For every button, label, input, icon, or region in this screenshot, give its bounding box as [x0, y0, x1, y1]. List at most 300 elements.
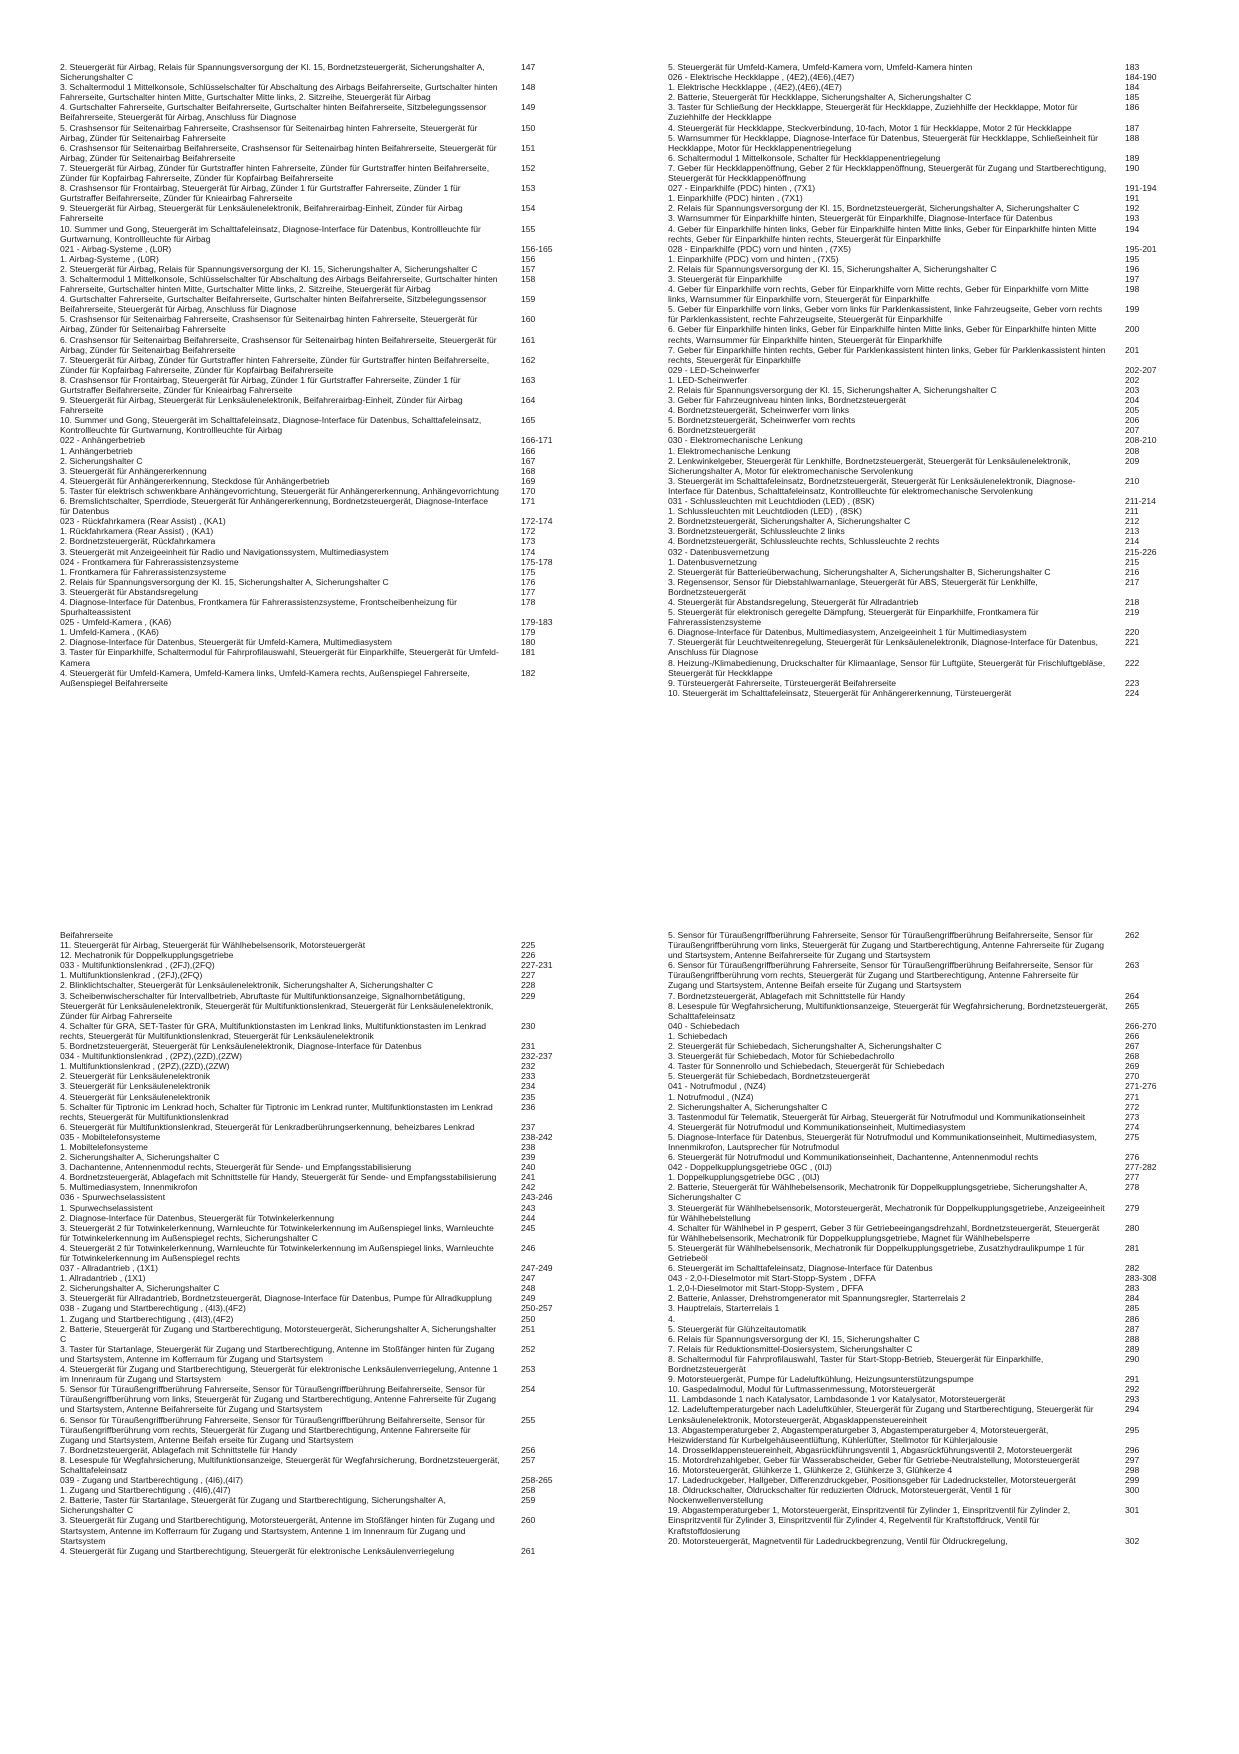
toc-entry-row	[668, 375, 1178, 385]
toc-entry-row	[668, 1031, 1178, 1041]
page-number: 257	[521, 1454, 536, 1465]
toc-entry-row	[668, 1374, 1178, 1384]
toc-entry-row	[668, 82, 1178, 92]
toc-entry-row	[60, 970, 590, 980]
entry-title: 7. Geber für Heckklappenöffnung, Geber 2 für Heckklappenöffnung, Steuergerät für Zugang und Startberechtigung, Steuergerät für Heckklappenöffnung	[668, 162, 1107, 184]
entry-title: 1. Allradantrieb , (1X1)	[60, 1273, 146, 1284]
page-number: 185	[1125, 92, 1140, 103]
toc-panel-top-left	[60, 62, 590, 810]
entry-title: 4.	[668, 1313, 676, 1324]
entry-title: 11. Lambdasonde 1 nach Katalysator, Lambdasonde 1 vor Katalysator, Motorsteuergerät	[668, 1394, 1006, 1405]
toc-entry-row	[668, 1102, 1178, 1112]
toc-entry-row	[668, 658, 1178, 678]
entry-title: 1. Doppelkupplungsgetriebe 0GC , (0IJ)	[668, 1172, 820, 1183]
entry-title: 5. Geber für Einparkhilfe vorn links, Geber vorn links für Parklenkassistent, linke Fahrzeugseite, Geber vorn rechts für Parklenkassistent, rechte Fahrzeugseite, Steuergerät für Einparkhilfe	[668, 304, 1103, 325]
page-number: 197	[1125, 273, 1140, 284]
page-number: 302	[1125, 1535, 1140, 1546]
toc-entry-row	[60, 375, 590, 395]
page-number: 274	[1125, 1121, 1140, 1132]
toc-entry-row	[668, 607, 1178, 627]
toc-entry-row	[668, 1354, 1178, 1374]
page-number: 250-257	[521, 1303, 553, 1314]
entry-title: 1. Elektrische Heckklappe , (4E2),(4E6),(4E7)	[668, 82, 842, 93]
page-number: 202	[1125, 374, 1140, 385]
section-heading-row	[668, 547, 1178, 557]
toc-entry-row	[60, 395, 590, 415]
toc-entry-row	[668, 1505, 1178, 1535]
page-number: 150	[521, 122, 536, 133]
entry-title: 039 - Zugang und Startberechtigung , (4I6),(4I7)	[60, 1475, 243, 1486]
page-number: 217	[1125, 576, 1140, 587]
entry-title: 3. Hauptrelais, Starterrelais 1	[668, 1303, 780, 1314]
toc-entry-row	[668, 557, 1178, 567]
entry-title: 1. Frontkamera für Fahrerassistenzsysteme	[60, 566, 227, 577]
toc-entry-row	[60, 1092, 590, 1102]
page-number: 256	[521, 1444, 536, 1455]
toc-entry-row	[60, 496, 590, 516]
page-number: 238	[521, 1141, 536, 1152]
entry-title: 025 - Umfeld-Kamera , (KA6)	[60, 617, 172, 628]
page-number: 266	[1125, 1030, 1140, 1041]
toc-entry-row	[668, 446, 1178, 456]
toc-entry-row	[60, 1273, 590, 1283]
page-number: 164	[521, 395, 536, 406]
page-number: 214	[1125, 536, 1140, 547]
page-number: 147	[521, 62, 536, 72]
entry-title: 4. Gurtschalter Fahrerseite, Gurtschalter Beifahrerseite, Gurtschalter hinten Beifahrerseite, Sitzbelegungssensor Beifahrerseite, Steuergerät für Airbag, Anschluss für Diagnose	[60, 102, 487, 123]
page-number: 211-214	[1125, 496, 1156, 507]
toc-entry-row	[668, 1243, 1178, 1263]
page-number: 239	[521, 1152, 536, 1163]
toc-entry-row	[60, 950, 590, 960]
toc-entry-row	[668, 1314, 1178, 1324]
entry-title: 041 - Notrufmodul , (NZ4)	[668, 1081, 766, 1092]
entry-title: 4. Bordnetzsteuergerät, Ablagefach mit Schnittstelle für Handy, Steuergerät für Sende- und Empfangsstabilisierung	[60, 1172, 497, 1183]
toc-entry-row	[60, 82, 590, 102]
page-number: 261	[521, 1545, 536, 1556]
toc-entry-row	[60, 415, 590, 435]
entry-title: 021 - Airbag-Systeme , (L0R)	[60, 243, 172, 254]
toc-entry-row	[60, 597, 590, 617]
entry-title: 028 - Einparkhilfe (PDC) vorn und hinten , (7X5)	[668, 243, 851, 254]
toc-entry-row	[668, 153, 1178, 163]
section-heading-row	[668, 1162, 1178, 1172]
toc-entry-row	[668, 567, 1178, 577]
page-number: 267	[1125, 1041, 1140, 1052]
toc-entry-row	[60, 1223, 590, 1243]
entry-title: 11. Steuergerät für Airbag, Steuergerät für Wählhebelsensorik, Motorsteuergerät	[60, 940, 366, 951]
page-number: 268	[1125, 1051, 1140, 1062]
entry-title: 5. Warnsummer für Heckklappe, Diagnose-Interface für Datenbus, Steuergerät für Heckklappe, Schließeinheit für Heckklappe, Motor für Heckklappenentriegelung	[668, 132, 1099, 153]
entry-title: 2. Sicherungshalter A, Sicherungshalter C	[60, 1283, 220, 1294]
page-number: 298	[1125, 1464, 1140, 1475]
toc-entry-row	[668, 991, 1178, 1001]
entry-title: 2. Steuergerät für Airbag, Relais für Spannungsversorgung der Kl. 15, Bordnetzsteuergerät, Sicherungshalter A, Sicherungshalter C	[60, 62, 485, 83]
toc-entry-row	[60, 587, 590, 597]
entry-title: 3. Schaltermodul 1 Mittelkonsole, Schlüsselschalter für Abschaltung des Airbags Beifahrerseite, Gurtschalter hinten Fahrerseite, Gurtschalter hinten Mitte, Gurtschalter Mitte links, 2. Sitzreihe, Steuergerät für Airbag	[60, 82, 498, 103]
page-number: 232-237	[521, 1051, 553, 1062]
page-number: 157	[521, 263, 536, 274]
page-number: 262	[1125, 930, 1140, 940]
page-number: 258-265	[521, 1475, 553, 1486]
entry-title: 8. Crashsensor für Frontairbag, Steuergerät für Airbag, Zünder 1 für Gurtstraffer Fahrerseite, Zünder 1 für Gurtstraffer Beifahrerseite, Zünder für Knieairbag Fahrerseite	[60, 374, 461, 395]
entry-title: 7. Bordnetzsteuergerät, Ablagefach mit Schnittstelle für Handy	[668, 990, 905, 1001]
toc-entry-row	[668, 274, 1178, 284]
entry-title: 023 - Rückfahrkamera (Rear Assist) , (KA1)	[60, 516, 226, 527]
entry-title: 1. Datenbusvernetzung	[668, 556, 757, 567]
page-number: 276	[1125, 1152, 1140, 1163]
toc-entry-row	[60, 1415, 590, 1445]
page-number: 247-249	[521, 1263, 553, 1274]
page-number: 228	[521, 980, 536, 991]
page-number: 250	[521, 1313, 536, 1324]
page-number: 230	[521, 1020, 536, 1031]
entry-title: 4. Steuergerät für Zugang und Startberechtigung, Steuergerät für elektronische Lenksäulenverriegelung, Antenne 1 im Innenraum für Zugang und Startsystem	[60, 1364, 498, 1385]
page-number: 170	[521, 485, 536, 496]
page-number: 265	[1125, 1000, 1140, 1011]
page-number: 269	[1125, 1061, 1140, 1072]
entry-title: 5. Sensor für Türaußengriffberührung Fahrerseite, Sensor für Türaußengriffberührung Beifahrerseite, Sensor für Türaußengriffberührung vorn links, Steuergerät für Zugang und Startberechtigung, Antenne Fahrerseite für Zugang und Startsystem, Antenne Beifahrerseite für Zugang und Startsystem	[668, 930, 1104, 961]
entry-title: 6. Bremslichtschalter, Sperrdiode, Steuergerät für Anhängererkennung, Bordnetzsteuergerät, Diagnose-Interface für Datenbus	[60, 496, 489, 517]
toc-entry-row	[668, 62, 1178, 72]
page-number: 174	[521, 546, 536, 557]
entry-title: 3. Tastenmodul für Telematik, Steuergerät für Airbag, Steuergerät für Notrufmodul und Kommunikationseinheit	[668, 1111, 1086, 1122]
entry-title: 2. Relais für Spannungsversorgung der Kl. 15, Bordnetzsteuergerät, Sicherungshalter A, Sicherungshalter C	[668, 203, 1080, 214]
entry-title: 2. Relais für Spannungsversorgung der Kl. 15, Sicherungshalter A, Sicherungshalter C	[668, 263, 997, 274]
page-number: 221	[1125, 637, 1140, 648]
page-number: 175-178	[521, 556, 553, 567]
page-number: 224	[1125, 687, 1140, 698]
toc-entry-row	[668, 203, 1178, 213]
entry-title: 5. Steuergerät für elektronisch geregelte Dämpfung, Steuergerät für Einparkhilfe, Frontkamera für Fahrerassistenzsysteme	[668, 607, 1039, 628]
toc-entry-row	[668, 678, 1178, 688]
toc-entry-row	[60, 1152, 590, 1162]
page-number: 253	[521, 1364, 536, 1375]
toc-entry-row	[60, 1445, 590, 1455]
page-number: 299	[1125, 1475, 1140, 1486]
entry-title: 4. Steuergerät für Umfeld-Kamera, Umfeld-Kamera links, Umfeld-Kamera rechts, Außenspiegel Fahrerseite, Außenspiegel Beifahrerseite	[60, 667, 470, 688]
toc-entry-row	[668, 284, 1178, 304]
entry-title: 7. Steuergerät für Airbag, Zünder für Gurtstraffer hinten Fahrerseite, Zünder für Gurtstraffer hinten Beifahrerseite, Zünder für Kopfairbag Fahrerseite, Zünder für Kopfairbag Beifahrerseite	[60, 354, 490, 375]
page-number: 184	[1125, 82, 1140, 93]
page-number: 264	[1125, 990, 1140, 1001]
page-number: 184-190	[1125, 72, 1157, 83]
page-number: 291	[1125, 1374, 1140, 1385]
entry-title: 12. Ladeluftemperaturgeber nach Ladeluftkühler, Steuergerät für Zugang und Startberechtigung, Steuergerät für Lenksäulenelektronik, Motorsteuergerät, Abgasklappensteuereinheit	[668, 1404, 1094, 1425]
toc-entry-row	[60, 536, 590, 546]
toc-entry-row	[60, 1324, 590, 1344]
toc-entry-row	[668, 102, 1178, 122]
entry-title: 5. Crashsensor für Seitenairbag Fahrerseite, Crashsensor für Seitenairbag hinten Fahrerseite, Steuergerät für Airbag, Zünder für Seitenairbag Fahrerseite	[60, 314, 478, 335]
entry-title: 033 - Multifunktionslenkrad , (2FJ),(2FQ)	[60, 960, 215, 971]
toc-entry-row	[668, 1344, 1178, 1354]
entry-title: 8. Lesespule für Wegfahrsicherung, Multifunktionsanzeige, Steuergerät für Wegfahrsicherung, Bordnetzsteuergerät, Schalttafeleinsatz	[60, 1454, 500, 1475]
page-number: 193	[1125, 213, 1140, 224]
toc-entry-row	[60, 647, 590, 667]
page-number: 277-282	[1125, 1162, 1157, 1173]
toc-entry-row	[60, 466, 590, 476]
entry-title: 2. Sicherungshalter C	[60, 455, 143, 466]
toc-entry-row	[60, 476, 590, 486]
page-number: 215	[1125, 556, 1140, 567]
entry-title: 20. Motorsteuergerät, Magnetventil für Ladedruckbegrenzung, Ventil für Öldruckregelung,	[668, 1535, 1008, 1546]
entry-title: 7. Relais für Reduktionsmittel-Dosiersystem, Sicherungshalter C	[668, 1343, 913, 1354]
entry-title: 042 - Doppelkupplungsgetriebe 0GC , (0IJ)	[668, 1162, 832, 1173]
toc-entry-row	[668, 1041, 1178, 1051]
toc-panel-bottom-right	[668, 930, 1178, 1696]
section-heading-row	[60, 1051, 590, 1061]
toc-entry-row	[668, 1394, 1178, 1404]
toc-entry-row	[60, 62, 590, 82]
entry-title: 037 - Allradantrieb , (1X1)	[60, 1263, 158, 1274]
entry-title: 5. Steuergerät für Umfeld-Kamera, Umfeld-Kamera vorn, Umfeld-Kamera hinten	[668, 62, 973, 72]
entry-title: 4. Steuergerät für Abstandsregelung, Steuergerät für Allradantrieb	[668, 596, 919, 607]
entry-title: 17. Ladedruckgeber, Hallgeber, Differenzdruckgeber, Positionsgeber für Ladedrucksteller, Motorsteuergerät	[668, 1475, 1076, 1486]
toc-entry-row	[668, 264, 1178, 274]
toc-entry-row	[668, 405, 1178, 415]
entry-title: 19. Abgastemperaturgeber 1, Motorsteuergerät, Einspritzventil für Zylinder 1, Einspritzventil für Zylinder 2, Einspritzventil für Zylinder 3, Einspritzventil für Zylinder 4, Regelventil für Kraftstoffdruck, Ventil für Kraftstoffdosierung	[668, 1505, 1071, 1536]
entry-title: 6. Crashsensor für Seitenairbag Beifahrerseite, Crashsensor für Seitenairbag hinten Beifahrerseite, Steuergerät für Airbag, Zünder für Seitenairbag Beifahrerseite	[60, 142, 497, 163]
page-number: 290	[1125, 1353, 1140, 1364]
entry-title: 9. Steuergerät für Airbag, Steuergerät für Lenksäulenelektronik, Beifahrerairbag-Einheit, Zünder für Airbag Fahrerseite	[60, 203, 463, 224]
entry-title: 2. Blinklichtschalter, Steuergerät für Lenksäulenelektronik, Sicherungshalter A, Sicherungshalter C	[60, 980, 434, 991]
toc-panel-bottom-left	[60, 930, 590, 1696]
page-number: 216	[1125, 566, 1140, 577]
entry-title: 4. Schalter für Wählhebel in P gesperrt, Geber 3 für Getriebeeingangsdrehzahl, Bordnetzsteuergerät, Steuergerät für Wählhebelsensorik, Mechatronik für Doppelkupplungsgetriebe, Magnet für Wählhebelsperre	[668, 1222, 1100, 1243]
section-heading-row	[60, 1475, 590, 1485]
page-number: 173	[521, 536, 536, 547]
toc-entry-row	[60, 567, 590, 577]
page-number: 243-246	[521, 1192, 553, 1203]
toc-entry-row	[668, 254, 1178, 264]
entry-title: 4. Geber für Einparkhilfe vorn rechts, Geber für Einparkhilfe vorn Mitte rechts, Geber für Einparkhilfe vorn Mitte links, Warnsummer für Einparkhilfe vorn, Steuergerät für Einparkhilfe	[668, 284, 1089, 305]
page-number	[521, 930, 541, 940]
entry-title: 3. Taster für Startanlage, Steuergerät für Zugang und Startberechtigung, Antenne im Stoßfänger hinten für Zugang und Startsystem, Antenne im Kofferraum für Zugang und Startsystem	[60, 1343, 495, 1364]
page-number: 179-183	[521, 617, 553, 628]
entry-title: 4. Steuergerät für Zugang und Startberechtigung, Steuergerät für elektronische Lenksäulenverriegelung	[60, 1545, 455, 1556]
page-number: 293	[1125, 1394, 1140, 1405]
page-number: 162	[521, 354, 536, 365]
toc-entry-row	[668, 395, 1178, 405]
entry-title: 5. Taster für elektrisch schwenkbare Anhängevorrichtung, Steuergerät für Anhängererkennung, Anhängevorrichtung	[60, 485, 499, 496]
toc-entry-row	[668, 1051, 1178, 1061]
toc-entry-row	[668, 1263, 1178, 1273]
entry-title: 4. Steuergerät für Notrufmodul und Kommunikationseinheit, Multimediasystem	[668, 1121, 966, 1132]
page-number: 242	[521, 1182, 536, 1193]
page-number: 168	[521, 465, 536, 476]
toc-entry-row	[60, 1546, 590, 1556]
page-number: 263	[1125, 960, 1140, 971]
toc-entry-row	[668, 1404, 1178, 1424]
entry-title: 1. Anhängerbetrieb	[60, 445, 133, 456]
toc-entry-row	[668, 1536, 1178, 1546]
entry-title: 027 - Einparkhilfe (PDC) hinten , (7X1)	[668, 183, 816, 194]
page-number: 227-231	[521, 960, 553, 971]
section-heading-row	[60, 1263, 590, 1273]
entry-title: 029 - LED-Scheinwerfer	[668, 364, 760, 375]
entry-title: 2. Relais für Spannungsversorgung der Kl. 15, Sicherungshalter A, Sicherungshalter C	[668, 385, 997, 395]
entry-title: 8. Heizung-/Klimabedienung, Druckschalter für Klimaanlage, Sensor für Luftgüte, Steuergerät für Frischluftgebläse, Steuergerät für Heckklappe	[668, 657, 1106, 678]
toc-entry-row	[60, 1485, 590, 1495]
entry-title: 4. Geber für Einparkhilfe hinten links, Geber für Einparkhilfe hinten Mitte links, Geber für Einparkhilfe hinten Mitte rechts, Geber für Einparkhilfe hinten rechts, Steuergerät für Einparkhilfe	[668, 223, 1097, 244]
page-number: 287	[1125, 1323, 1140, 1334]
page-number: 208	[1125, 445, 1140, 456]
section-heading-row	[668, 435, 1178, 445]
page-number: 190	[1125, 162, 1140, 173]
entry-title: 6. Schaltermodul 1 Mittelkonsole, Schalter für Heckklappenentriegelung	[668, 152, 941, 163]
section-heading-row	[60, 1192, 590, 1202]
entry-title: 3. Taster für Einparkhilfe, Schaltermodul für Fahrprofilauswahl, Steuergerät für Einparkhilfe, Steuergerät für Umfeld-Kamera	[60, 647, 499, 668]
entry-title: 1. Mobiltelefonsysteme	[60, 1141, 148, 1152]
page-number: 191	[1125, 193, 1140, 204]
toc-entry-row	[668, 930, 1178, 960]
page-number: 279	[1125, 1202, 1140, 1213]
toc-entry-row	[60, 1364, 590, 1384]
entry-title: 12. Mechatronik für Doppelkupplungsgetriebe	[60, 950, 234, 961]
section-heading-row	[60, 617, 590, 627]
entry-title: 5. Steuergerät für Glühzeitautomatik	[668, 1323, 807, 1334]
entry-title: 3. Steuergerät 2 für Totwinkelerkennung, Warnleuchte für Totwinkelerkennung im Außenspiegel links, Warnleuchte für Totwinkelerkennung im Außenspiegel rechts, Sicherungshalter C	[60, 1222, 494, 1243]
entry-title: 040 - Schiebedach	[668, 1020, 740, 1031]
toc-entry-row	[668, 1203, 1178, 1223]
toc-entry-row	[668, 1182, 1178, 1202]
entry-title: 14. Drosselklappensteuereinheit, Abgasrückführungsventil 1, Abgasrückführungsventil 2, Motorsteuergerät	[668, 1444, 1073, 1455]
page-number: 254	[521, 1384, 536, 1395]
toc-entry-row	[60, 547, 590, 557]
page-number: 207	[1125, 425, 1140, 436]
entry-title: 6. Sensor für Türaußengriffberührung Fahrerseite, Sensor für Türaußengriffberührung Beifahrerseite, Sensor für Türaußengriffberührung vorn rechts, Steuergerät für Zugang und Startberechtigung, Antenne Fahrerseite für Zugang und Startsystem, Antenne Beifah erseite für Zugang und Startsystem	[60, 1414, 485, 1445]
page-number: 200	[1125, 324, 1140, 335]
entry-title: 6. Steuergerät für Multifunktionslenkrad, Steuergerät für Lenkradberührungserkennung, beheizbares Lenkrad	[60, 1121, 475, 1132]
page-number: 245	[521, 1222, 536, 1233]
toc-entry-row	[60, 163, 590, 183]
toc-entry-row	[60, 930, 590, 940]
entry-title: 031 - Schlussleuchten mit Leuchtdioden (LED) , (8SK)	[668, 496, 875, 507]
entry-title: 3. Steuergerät mit Anzeigeeinheit für Radio und Navigationssystem, Multimediasystem	[60, 546, 389, 557]
entry-title: 18. Öldruckschalter, Öldruckschalter für reduzierten Öldruck, Motorsteuergerät, Ventil 1 für Nockenwellenverstellung	[668, 1485, 1012, 1506]
toc-entry-row	[668, 456, 1178, 476]
entry-title: 3. Dachantenne, Antennenmodul rechts, Steuergerät für Sende- und Empfangsstabilisierung	[60, 1162, 412, 1173]
entry-title: 10. Summer und Gong, Steuergerät im Schalttafeleinsatz, Diagnose-Interface für Datenbus, Kontrollleuchte für Gurtwarnung, Kontrollleuchte für Airbag	[60, 223, 481, 244]
entry-title: 5. Bordnetzsteuergerät, Steuergerät für Lenksäulenelektronik, Diagnose-Interface für Datenbus	[60, 1041, 422, 1052]
toc-entry-row	[60, 335, 590, 355]
toc-entry-row	[60, 1122, 590, 1132]
toc-entry-row	[60, 1102, 590, 1122]
toc-entry-row	[60, 1041, 590, 1051]
page-number: 183	[1125, 62, 1140, 72]
entry-title: 2. Bordnetzsteuergerät, Rückfahrkamera	[60, 536, 216, 547]
page-number: 210	[1125, 475, 1140, 486]
entry-title: 4. Diagnose-Interface für Datenbus, Frontkamera für Fahrerassistenzsysteme, Frontscheibenheizung für Spurhalteassistent	[60, 596, 457, 618]
toc-entry-row	[60, 1021, 590, 1041]
page-number: 227	[521, 970, 536, 981]
toc-entry-row	[668, 577, 1178, 597]
toc-entry-row	[668, 506, 1178, 516]
entry-title: 3. Steuergerät für Anhängererkennung	[60, 465, 207, 476]
entry-title: 026 - Elektrische Heckklappe , (4E2),(4E6),(4E7)	[668, 72, 855, 83]
page-number: 176	[521, 576, 536, 587]
toc-entry-row	[668, 1485, 1178, 1505]
entry-title: 4. Steuergerät 2 für Totwinkelerkennung, Warnleuchte für Totwinkelerkennung im Außenspiegel links, Warnleuchte für Totwinkelerkennung im Außenspiegel rechts	[60, 1242, 494, 1263]
section-heading-row	[60, 960, 590, 970]
entry-title: 9. Motorsteuergerät, Pumpe für Ladeluftkühlung, Heizungsunterstützungspumpe	[668, 1374, 974, 1385]
entry-title: 1. Rückfahrkamera (Rear Assist) , (KA1)	[60, 526, 214, 537]
entry-title: 4. Schalter für GRA, SET-Taster für GRA, Multifunktionstasten im Lenkrad links, Multifunktionstasten im Lenkrad rechts, Steuergerät für Multifunktionslenkrad, Steuergerät für Lenksäulenelektronik	[60, 1020, 487, 1041]
page-number: 208-210	[1125, 435, 1157, 446]
toc-entry-row	[668, 1122, 1178, 1132]
page-number: 188	[1125, 132, 1140, 143]
page-number: 297	[1125, 1454, 1140, 1465]
entry-title: 3. Scheibenwischerschalter für Intervallbetrieb, Abruftaste für Multifunktionsanzeige, Signalhornbetätigung, Steuergerät für Lenksäulenelektronik, Steuergerät für Multifunktionslenkrad, Steuergerät für Lenksäulenelektronik, Zünder für Airbag Fahrerseite	[60, 990, 494, 1021]
toc-entry-row	[668, 213, 1178, 223]
section-heading-row	[668, 244, 1178, 254]
toc-entry-row	[668, 1112, 1178, 1122]
page-number: 222	[1125, 657, 1140, 668]
page-number: 171	[521, 496, 536, 507]
entry-title: 2. Steuergerät für Batterieüberwachung, Sicherungshalter A, Sicherungshalter B, Sicherungshalter C	[668, 566, 1051, 577]
entry-title: 2. Batterie, Steuergerät für Heckklappe, Sicherungshalter A, Sicherungshalter C	[668, 92, 972, 103]
entry-title: 3. Regensensor, Sensor für Diebstahlwarnanlage, Steuergerät für ABS, Steuergerät für Lenkhilfe, Bordnetzsteuergerät	[668, 576, 1038, 597]
entry-title: 8. Crashsensor für Frontairbag, Steuergerät für Airbag, Zünder 1 für Gurtstraffer Fahrerseite, Zünder 1 für Gurtstraffer Beifahrerseite, Zünder für Knieairbag Fahrerseite	[60, 183, 461, 204]
page-number: 172-174	[521, 516, 553, 527]
page-number: 244	[521, 1212, 536, 1223]
entry-title: 6. Geber für Einparkhilfe hinten links, Geber für Einparkhilfe hinten Mitte links, Geber für Einparkhilfe hinten Mitte rechts, Warnsummer für Einparkhilfe hinten, Steuergerät für Einparkhilfe	[668, 324, 1097, 345]
entry-title: 1. LED-Scheinwerfer	[668, 374, 748, 385]
page-number: 192	[1125, 203, 1140, 214]
page-number: 275	[1125, 1131, 1140, 1142]
section-heading-row	[60, 1303, 590, 1313]
toc-entry-row	[668, 637, 1178, 657]
entry-title: 1. Notrufmodul , (NZ4)	[668, 1091, 754, 1102]
entry-title: 4. Steuergerät für Heckklappe, Steckverbindung, 10-fach, Motor 1 für Heckklappe, Motor 2 für Heckklappe	[668, 122, 1072, 133]
page-number: 203	[1125, 385, 1140, 395]
entry-title: 1. Multifunktionslenkrad , (2PZ),(2ZD),(2ZW)	[60, 1061, 230, 1072]
toc-entry-row	[668, 1132, 1178, 1152]
page-number: 266-270	[1125, 1020, 1157, 1031]
entry-title: 6. Relais für Spannungsversorgung der Kl. 15, Sicherungshalter C	[668, 1333, 920, 1344]
toc-entry-row	[668, 597, 1178, 607]
page-number: 285	[1125, 1303, 1140, 1314]
toc-entry-row	[668, 324, 1178, 344]
toc-entry-row	[60, 980, 590, 990]
toc-entry-row	[60, 940, 590, 950]
entry-title: 5. Sensor für Türaußengriffberührung Fahrerseite, Sensor für Türaußengriffberührung Beifahrerseite, Sensor für Türaußengriffberührung vorn links, Steuergerät für Zugang und Startberechtigung, Antenne Fahrerseite für Zugang und Startsystem, Antenne Beifahrerseite für Zugang und Startsystem	[60, 1384, 496, 1415]
page-number: 175	[521, 566, 536, 577]
page-number: 165	[521, 415, 536, 426]
entry-title: 2. Bordnetzsteuergerät, Sicherungshalter A, Sicherungshalter C	[668, 516, 911, 527]
page-number: 226	[521, 950, 536, 961]
page-number: 232	[521, 1061, 536, 1072]
toc-entry-row	[60, 627, 590, 637]
page-number: 284	[1125, 1293, 1140, 1304]
toc-entry-row	[668, 1152, 1178, 1162]
page-number: 271-276	[1125, 1081, 1157, 1092]
page-number: 213	[1125, 526, 1140, 537]
page-number: 211	[1125, 506, 1139, 517]
page-number: 270	[1125, 1071, 1140, 1082]
toc-entry-row	[60, 486, 590, 496]
page-number: 296	[1125, 1444, 1140, 1455]
entry-title: 2. Sicherungshalter A, Sicherungshalter C	[60, 1152, 220, 1163]
entry-title: 10. Gaspedalmodul, Modul für Luftmassenmessung, Motorsteuergerät	[668, 1384, 936, 1395]
toc-entry-row	[60, 1384, 590, 1414]
page-number: 289	[1125, 1343, 1140, 1354]
toc-entry-row	[668, 345, 1178, 365]
toc-entry-row	[668, 1223, 1178, 1243]
toc-entry-row	[60, 1455, 590, 1475]
page-number: 231	[521, 1041, 536, 1052]
entry-title: 3. Taster für Schließung der Heckklappe, Steuergerät für Heckklappe, Zuziehhilfe der Heckklappe, Motor für Zuziehhilfe der Heckklappe	[668, 102, 1078, 123]
